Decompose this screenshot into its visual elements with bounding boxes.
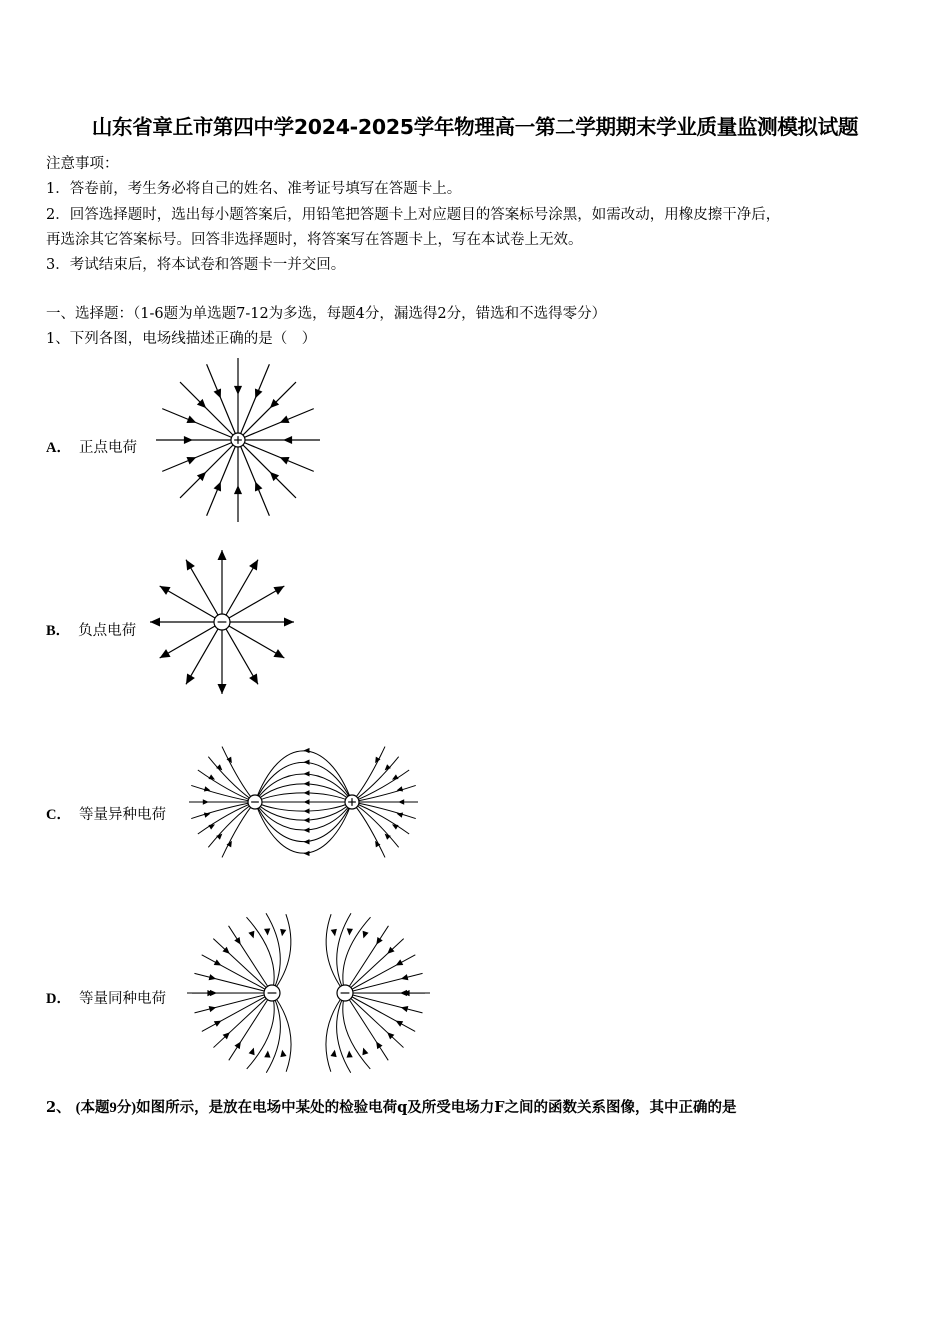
question-2-stem	[46, 1096, 737, 1117]
field-arrow	[401, 974, 409, 980]
field-arrow	[304, 808, 310, 813]
field-arrow	[249, 1048, 255, 1056]
note-item: 1．答卷前，考生务必将自己的姓名、准考证号填写在答题卡上。	[46, 181, 462, 197]
field-line	[238, 382, 296, 440]
field-line	[222, 622, 284, 658]
option-d[interactable]	[46, 987, 166, 1008]
field-line	[326, 993, 345, 1072]
field-line	[352, 802, 399, 847]
field-arrow	[208, 824, 215, 829]
field-arrow	[400, 990, 407, 996]
field-line	[255, 751, 352, 802]
figure-like-charges-field	[190, 908, 430, 1073]
field-arrow	[184, 436, 193, 444]
field-line	[352, 802, 416, 819]
field-line	[352, 770, 409, 802]
field-line	[222, 560, 258, 622]
field-arrow	[398, 799, 404, 804]
field-arrow	[304, 851, 310, 856]
field-arrow	[234, 386, 242, 395]
field-arrow	[401, 1006, 409, 1012]
page-title: 山东省章丘市第四中学2024-2025学年物理高一第二学期期末学业质量监测模拟试题	[91, 115, 859, 139]
field-line	[186, 622, 222, 684]
option-text: 等量异种电荷	[78, 807, 166, 823]
field-line	[255, 762, 352, 802]
field-arrow	[304, 818, 310, 823]
field-arrow	[304, 771, 310, 776]
field-arrow	[209, 974, 217, 980]
field-arrow	[218, 684, 227, 694]
field-line	[180, 382, 238, 440]
field-line	[266, 993, 280, 1073]
option-letter: A．	[46, 440, 71, 456]
field-line	[337, 993, 351, 1073]
field-arrow	[304, 828, 310, 833]
field-arrow	[304, 748, 310, 753]
field-line	[352, 747, 385, 802]
field-arrow	[304, 799, 310, 804]
field-line	[222, 586, 284, 622]
field-line	[326, 914, 345, 993]
field-arrow	[284, 618, 294, 627]
field-line	[238, 440, 296, 498]
field-arrow	[234, 1041, 240, 1049]
field-arrow	[249, 673, 258, 684]
field-arrow	[376, 937, 382, 945]
field-line	[198, 770, 255, 802]
question-number: 2、	[46, 1099, 71, 1116]
field-line	[198, 802, 255, 834]
field-arrow	[346, 1050, 352, 1057]
field-arrow	[234, 937, 240, 945]
field-arrow	[330, 1050, 336, 1057]
option-b[interactable]	[46, 619, 136, 640]
option-c[interactable]	[46, 803, 166, 824]
option-letter: D．	[46, 991, 71, 1007]
field-line	[345, 973, 423, 993]
field-arrow	[186, 560, 195, 571]
option-a[interactable]	[46, 436, 137, 457]
figure-negative-charge-field	[150, 542, 305, 697]
field-line	[160, 622, 222, 658]
field-line	[186, 560, 222, 622]
field-line	[255, 793, 352, 802]
field-line	[255, 802, 352, 830]
field-arrow	[210, 990, 217, 996]
field-arrow	[304, 790, 310, 795]
field-line	[222, 747, 255, 802]
field-arrow	[264, 1050, 270, 1057]
field-arrow	[264, 928, 270, 935]
field-line	[191, 802, 255, 819]
field-line	[255, 802, 352, 853]
field-arrow	[362, 1048, 368, 1056]
option-text: 负点电荷	[78, 623, 137, 639]
field-arrow	[304, 839, 310, 844]
question-text: 如图所示，是放在电场中某处的检验电荷q及所受电场力F之间的函数关系图像，其中正确的是	[136, 1099, 737, 1116]
notes-header: 注意事项：	[46, 156, 119, 172]
field-line	[208, 802, 255, 847]
field-arrow	[304, 759, 310, 764]
field-line	[345, 993, 422, 1013]
field-arrow	[331, 929, 337, 936]
note-item: 3．考试结束后，将本试卷和答题卡一并交回。	[46, 257, 346, 273]
field-arrow	[347, 928, 353, 935]
field-line	[337, 913, 351, 993]
field-arrow	[209, 1006, 217, 1012]
field-arrow	[280, 929, 286, 936]
field-line	[191, 785, 255, 802]
field-line	[160, 586, 222, 622]
field-arrow	[376, 1041, 382, 1049]
field-arrow	[273, 649, 284, 658]
field-arrow	[186, 673, 195, 684]
option-text: 正点电荷	[78, 440, 137, 456]
field-arrow	[392, 824, 399, 829]
note-item: 2．回答选择题时，选出每小题答案后，用铅笔把答题卡上对应题目的答案标号涂黑，如需改动，用橡皮擦干净后，	[46, 207, 781, 223]
note-item: 再选涂其它答案标号。回答非选择题时，将答案写在答题卡上，写在本试卷上无效。	[46, 232, 583, 248]
section-heading: 一、选择题：（1-6题为单选题7-12为多选，每题4分，漏选得2分，错选和不选得零分）	[46, 306, 607, 322]
field-line	[352, 802, 385, 857]
option-text: 等量同种电荷	[78, 991, 166, 1007]
field-arrow	[160, 649, 171, 658]
question-1-stem: 1、下列各图，电场线描述正确的是（ ）	[46, 331, 317, 347]
field-line	[352, 757, 399, 802]
figure-opposite-charges-field	[185, 735, 425, 870]
option-letter: C．	[46, 807, 71, 823]
field-line	[352, 802, 409, 834]
field-arrow	[392, 774, 399, 779]
field-line	[195, 993, 272, 1013]
field-arrow	[203, 799, 209, 804]
field-line	[222, 802, 255, 857]
field-line	[255, 802, 352, 811]
field-line	[180, 440, 238, 498]
field-line	[352, 785, 416, 802]
field-line	[222, 622, 258, 684]
field-arrow	[218, 550, 227, 560]
field-arrow	[280, 1050, 286, 1057]
field-arrow	[208, 774, 215, 779]
option-letter: B．	[46, 623, 71, 639]
question-points: (本题9分)	[75, 1100, 137, 1116]
field-arrow	[150, 618, 160, 627]
field-arrow	[283, 436, 292, 444]
field-line	[208, 757, 255, 802]
figure-positive-charge-field	[155, 357, 325, 525]
field-line	[272, 914, 291, 993]
field-line	[272, 993, 291, 1072]
field-line	[255, 802, 352, 842]
field-arrow	[304, 781, 310, 786]
field-line	[255, 774, 352, 802]
field-arrow	[249, 560, 258, 571]
field-arrow	[273, 586, 284, 595]
field-arrow	[234, 485, 242, 494]
field-line	[194, 973, 272, 993]
field-arrow	[363, 931, 369, 939]
field-arrow	[160, 586, 171, 595]
field-arrow	[248, 931, 254, 939]
field-line	[266, 913, 280, 993]
